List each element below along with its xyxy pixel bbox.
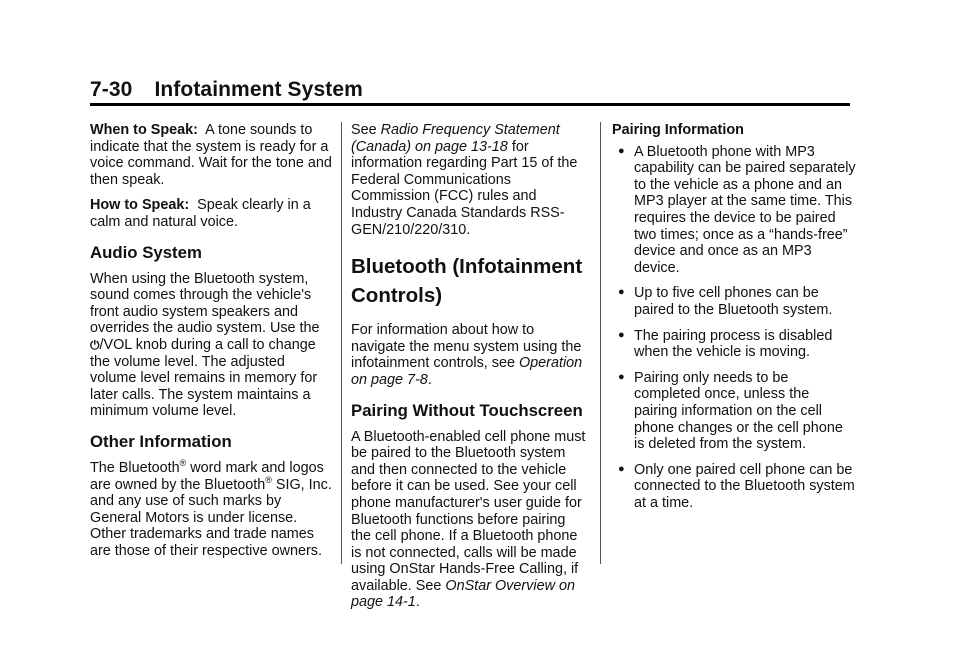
when-label: When to Speak:	[90, 122, 198, 138]
see-text: See	[351, 122, 377, 138]
header-rule	[90, 103, 850, 106]
other-information-heading: Other Information	[90, 431, 232, 451]
registered-mark: ®	[265, 474, 272, 485]
when-text: A tone sounds to indicate that the system is ready for a voice command. Wait for the tone and then speak.	[90, 122, 332, 188]
list-item	[612, 144, 856, 277]
audio-system-paragraph	[90, 271, 334, 420]
other-text-a: The Bluetooth	[90, 459, 180, 476]
audio-text-b: /VOL knob during a call to change the volume level. The adjusted volume level remains in memory for later calls. The system maintains a minimum volume level.	[90, 336, 318, 420]
bullet-icon: ●	[618, 144, 625, 157]
column-divider	[600, 122, 601, 564]
bluetooth-heading: Bluetooth (Infotainment Controls)	[351, 255, 583, 308]
list-item	[612, 462, 856, 512]
registered-mark: ®	[179, 458, 187, 469]
list-item-text: Pairing only needs to be completed once, unless the pairing information on the cell phone changes or the cell phone is deleted from the system.	[634, 369, 843, 453]
period: .	[415, 594, 420, 611]
list-item	[612, 370, 856, 453]
column-3	[612, 122, 856, 520]
other-text-b: word mark and logos are owned by the Bluetooth	[90, 459, 324, 493]
how-label: How to Speak:	[90, 197, 190, 214]
operation-link[interactable]: Operation on page 7-8	[351, 355, 583, 388]
pairing-paragraph	[351, 429, 589, 612]
onstar-link[interactable]: OnStar Overview on page 14-1	[351, 577, 575, 611]
how-text: Speak clearly in a calm and natural voice.	[90, 197, 311, 230]
list-item-text: Only one paired cell phone can be connected to the Bluetooth system at a time.	[634, 461, 855, 511]
bullet-icon: ●	[618, 370, 625, 383]
bluetooth-paragraph	[351, 322, 589, 388]
other-text-c: SIG, Inc. and any use of such marks by General Motors is under license. Other trademarks and trade names are those of their respective owners.	[90, 476, 332, 559]
bullet-icon: ●	[618, 328, 625, 341]
page-number: 7-30	[90, 78, 133, 101]
list-item	[612, 285, 856, 318]
pairing-information-heading: Pairing Information	[612, 122, 744, 138]
audio-text-a: When using the Bluetooth system, sound comes through the vehicle's front audio system speakers and overrides the audio system. Use the	[90, 270, 320, 337]
column-divider	[341, 122, 342, 564]
list-item	[612, 328, 856, 361]
period: .	[427, 371, 432, 388]
bullet-icon: ●	[618, 286, 625, 299]
power-knob-icon: ⏻	[90, 337, 100, 352]
when-to-speak-paragraph	[90, 122, 334, 188]
radio-statement-link[interactable]: Radio Frequency Statement (Canada) on page 13-18	[351, 122, 560, 155]
fcc-text: for information regarding Part 15 of the Federal Communications Commission (FCC) rules and Industry Canada Standards RSS-GEN/210/220/310.	[351, 138, 578, 238]
bullet-icon: ●	[618, 462, 625, 475]
audio-system-heading: Audio System	[90, 242, 202, 262]
other-information-paragraph	[90, 460, 334, 560]
list-item-text: Up to five cell phones can be paired to the Bluetooth system.	[634, 285, 833, 318]
pairing-heading: Pairing Without Touchscreen	[351, 400, 583, 420]
how-to-speak-paragraph	[90, 197, 334, 230]
page-header	[90, 78, 850, 102]
bluetooth-text: For information about how to navigate the menu system using the infotainment controls, see	[351, 322, 582, 372]
section-title: Infotainment System	[154, 78, 363, 101]
page-title	[90, 78, 850, 102]
list-item-text: The pairing process is disabled when the vehicle is moving.	[634, 327, 833, 361]
pairing-text: A Bluetooth-enabled cell phone must be paired to the Bluetooth system and then connected to the vehicle before it can be used. See your cell phone manufacturer's user guide for Bluetooth functions before pairing the cell phone. If a Bluetooth phone is not connected, calls will be made using OnStar Hands-Free Calling, if available. See	[351, 428, 586, 594]
list-item-text: A Bluetooth phone with MP3 capability can be paired separately to the vehicle as a phone and an MP3 player at the same time. This requires the device to be paired two times; once as a “hands-free” device and once as an MP3 device.	[634, 143, 856, 276]
pairing-information-list	[612, 144, 856, 512]
column-1	[90, 122, 334, 568]
fcc-paragraph	[351, 122, 589, 238]
column-2	[351, 122, 589, 620]
